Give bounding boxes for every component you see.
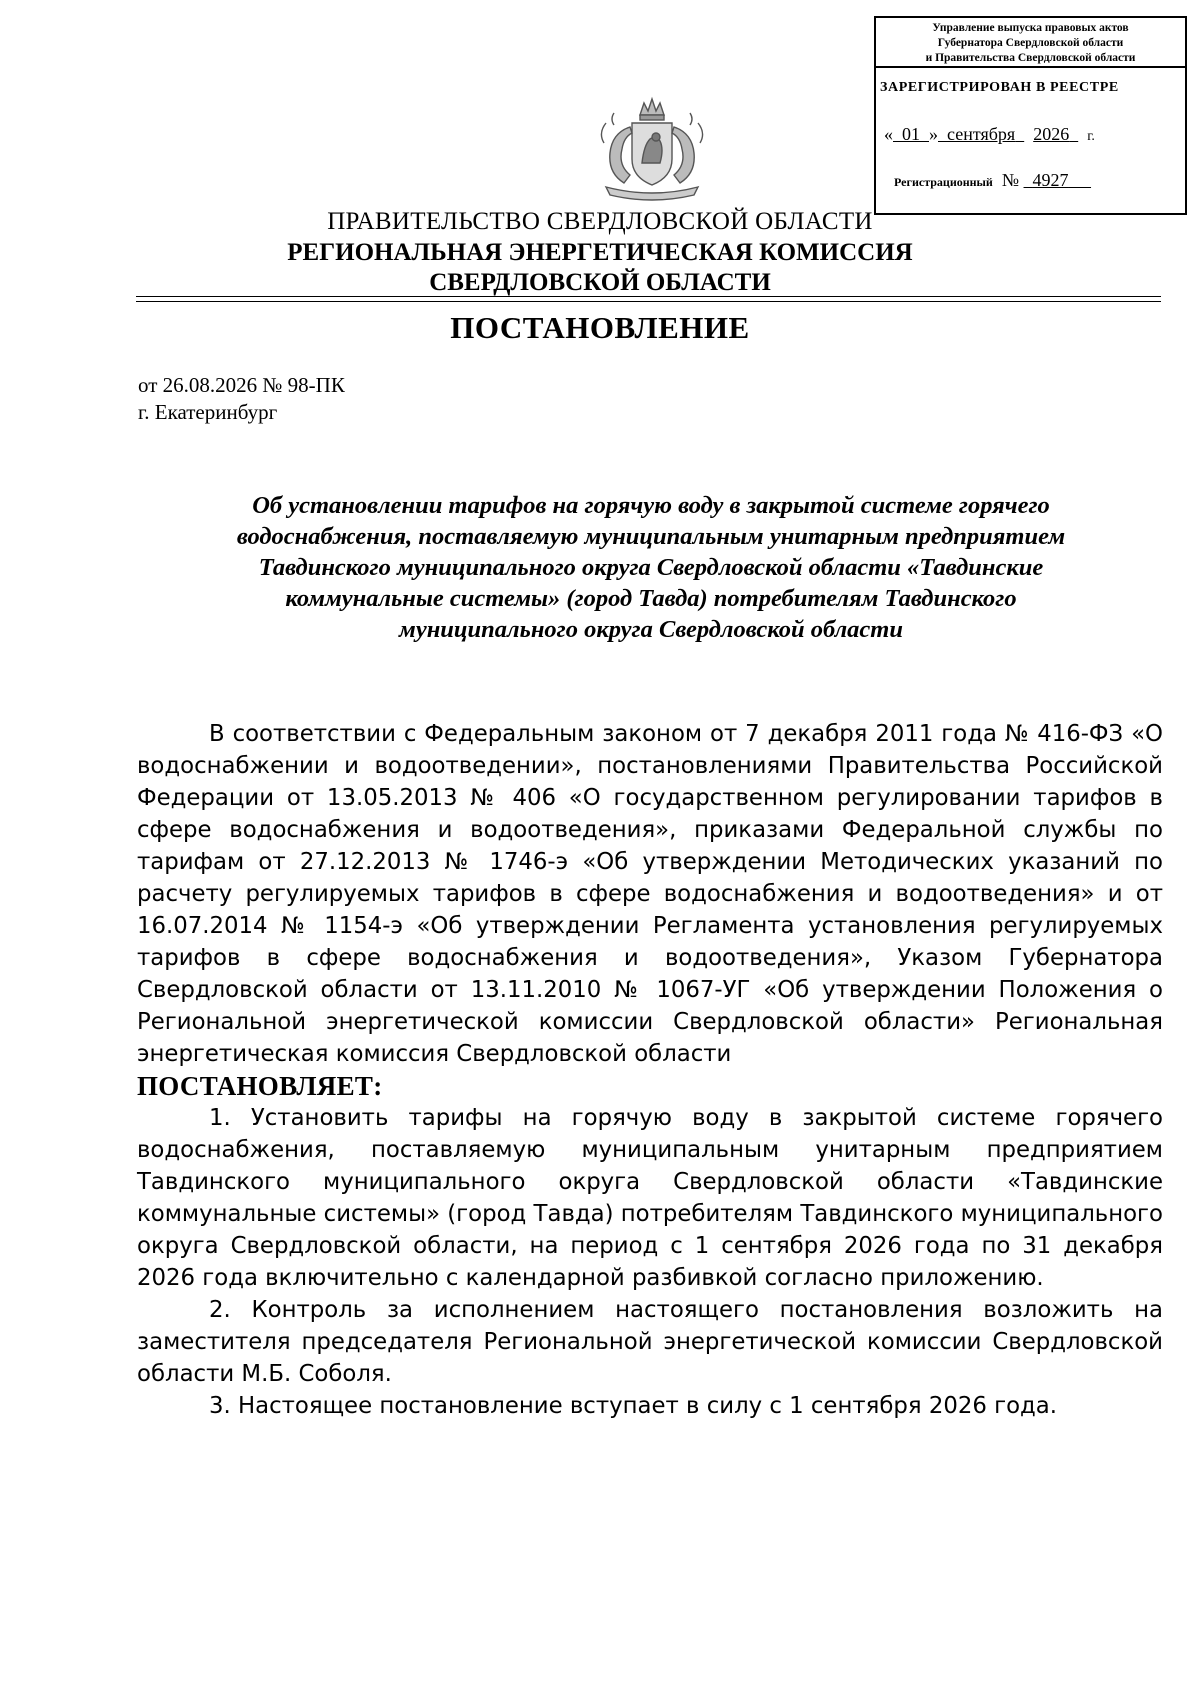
document-date-number: от 26.08.2026 № 98-ПК: [138, 373, 345, 397]
registration-title: ЗАРЕГИСТРИРОВАН В РЕЕСТРЕ: [880, 80, 1119, 95]
registration-month: [938, 124, 1024, 144]
preamble-paragraph: В соответствии с Федеральным законом от 7 декабря 2011 года № 416-ФЗ «О водоснабжении и водоотведении», постановлениями Правительства Российской Федерации от 13.05.2013 № 406 «О государственном регулировании тарифов в сфере водоснабжения и водоотведения», приказами Федеральной службы по тарифам от 27.12.2013 № 1746-э «Об утверждении Методических указаний по расчету регулируемых тарифов в сфере водоснабжения и водоотведения» и от 16.07.2014 № 1154-э «Об утверждении Регламента установления регулируемых тарифов в сфере водоснабжения и водоотведения», Указом Губернатора Свердловской области от 13.11.2010 № 1067-УГ «Об утверждении Положения о Региональной энергетической комиссии Свердловской области» Региональная энергетическая комиссия Свердловской области: [137, 721, 1163, 1067]
commission-name-line2: СВЕРДЛОВСКОЙ ОБЛАСТИ: [429, 269, 771, 296]
resolution-item: 3. Настоящее постановление вступает в силу с 1 сентября 2026 года.: [209, 1393, 1058, 1419]
document-type-title: ПОСТАНОВЛЕНИЕ: [450, 310, 750, 345]
government-name: ПРАВИТЕЛЬСТВО СВЕРДЛОВСКОЙ ОБЛАСТИ: [327, 208, 873, 235]
registration-issuer: [876, 18, 1185, 68]
registration-number: [894, 170, 1184, 191]
registration-day: [893, 124, 929, 144]
registration-year: [1033, 124, 1078, 144]
subject-line: Об установлении тарифов на горячую воду в закрытой системе горячего: [252, 492, 1050, 519]
header-rule: [136, 296, 1161, 297]
subject-line: водоснабжения, поставляемую муниципальным унитарным предприятием: [236, 523, 1066, 550]
registration-issuer-line: Управление выпуска правовых актов: [932, 22, 1129, 34]
registration-issuer-line: и Правительства Свердловской области: [925, 52, 1136, 64]
registration-number-value: [1024, 170, 1092, 190]
quote-open: «: [884, 124, 893, 144]
resolution-item: 1. Установить тарифы на горячую воду в закрытой системе горячего водоснабжения, поставляемую муниципальным унитарным предприятием Тавдинского муниципального округа Свердловской области «Тавдинские коммунальные системы» (город Тавда) потребителям Тавдинского муниципального округа Свердловской области, на период с 1 сентября 2026 года по 31 декабря 2026 года включительно с календарной разбивкой согласно приложению.: [137, 1105, 1163, 1291]
quote-close: »: [929, 124, 938, 144]
number-sign: №: [1001, 170, 1020, 190]
registration-number-text: 4927: [1032, 170, 1069, 190]
subject-line: Тавдинского муниципального округа Свердловской области «Тавдинские: [258, 554, 1044, 581]
header-rule: [136, 301, 1161, 302]
document-city: г. Екатеринбург: [138, 400, 278, 424]
registration-year-suffix: г.: [1087, 129, 1095, 144]
registration-year-value: 2026: [1033, 124, 1070, 144]
subject-line: муниципального округа Свердловской области: [399, 616, 903, 643]
commission-name-line1: РЕГИОНАЛЬНАЯ ЭНЕРГЕТИЧЕСКАЯ КОМИССИЯ: [287, 239, 913, 266]
resolution-item: 2. Контроль за исполнением настоящего постановления возложить на заместителя председателя Региональной энергетической комиссии Свердловской области М.Б. Соболя.: [137, 1297, 1163, 1387]
registration-number-label: Регистрационный: [894, 175, 993, 189]
document-subject: [140, 490, 1162, 645]
registration-stamp: [874, 16, 1187, 215]
document-body: [137, 718, 1163, 1422]
coat-of-arms-emblem: [584, 93, 720, 203]
subject-line: коммунальные системы» (город Тавда) потребителям Тавдинского: [285, 585, 1017, 612]
registration-issuer-line: Губернатора Свердловской области: [937, 37, 1124, 49]
registration-day-value: 01: [902, 124, 920, 144]
registration-date: [884, 124, 1184, 145]
resolves-heading: ПОСТАНОВЛЯЕТ:: [137, 1071, 383, 1101]
registration-month-value: сентября: [947, 124, 1016, 144]
